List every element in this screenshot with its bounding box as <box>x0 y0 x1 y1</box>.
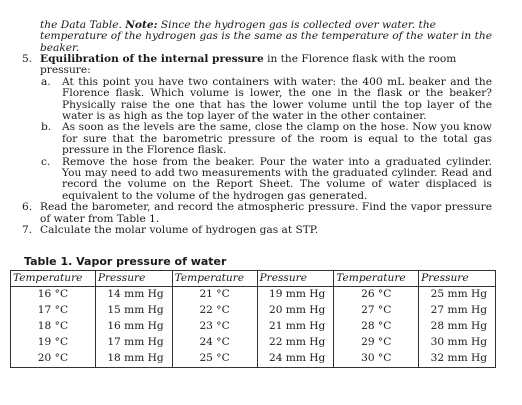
table-caption: Table 1. Vapor pressure of water <box>24 255 227 268</box>
step-5-title-rest: in the Florence flask with the room pressure: <box>40 53 457 77</box>
note-label: Note: <box>125 19 158 31</box>
step-5c-text: Remove the hose from the beaker. Pour the water into a graduated cylinder. You may need to add two measurements with the graduated cylinder. Read and record the volume on the Report Sheet. The volume of water displaced is equivalent to the volume of the hydrogen gas generated. <box>62 155 492 202</box>
temperature-cell: 29 °C <box>334 335 419 351</box>
header-pressure: Pressure <box>95 271 172 287</box>
pressure-cell: 27 mm Hg <box>419 303 496 319</box>
procedure-list <box>0 54 522 237</box>
temperature-cell: 23 °C <box>172 319 257 335</box>
pressure-cell: 14 mm Hg <box>95 287 172 304</box>
step-number: 7. <box>22 224 33 237</box>
intro-note <box>40 20 500 54</box>
step-5a <box>0 77 492 123</box>
step-7 <box>0 225 492 236</box>
pressure-cell: 20 mm Hg <box>257 303 334 319</box>
temperature-cell: 28 °C <box>334 319 419 335</box>
table-row <box>11 287 496 304</box>
table-row <box>11 303 496 319</box>
header-temperature: Temperature <box>172 271 257 287</box>
pressure-cell: 19 mm Hg <box>257 287 334 304</box>
temperature-cell: 19 °C <box>11 335 96 351</box>
pressure-cell: 25 mm Hg <box>419 287 496 304</box>
temperature-cell: 24 °C <box>172 335 257 351</box>
step-number: 6. <box>22 201 33 214</box>
pressure-cell: 30 mm Hg <box>419 335 496 351</box>
step-number: 5. <box>22 53 33 65</box>
temperature-cell: 22 °C <box>172 303 257 319</box>
temperature-cell: 27 °C <box>334 303 419 319</box>
temperature-cell: 30 °C <box>334 351 419 368</box>
step-5b-text: As soon as the levels are the same, close the clamp on the hose. Now you know for sure that the barometric pressure of the room is equal to the total gas pressure in the Florence flask. <box>62 121 492 157</box>
step-7-text: Calculate the molar volume of hydrogen gas at STP. <box>40 224 319 237</box>
intro-text-a: the Data Table. <box>40 19 126 31</box>
temperature-cell: 20 °C <box>11 351 96 368</box>
temperature-cell: 18 °C <box>11 319 96 335</box>
sub-letter: c. <box>41 155 51 168</box>
vapor-pressure-table <box>10 270 496 368</box>
step-5b <box>0 122 492 156</box>
temperature-cell: 26 °C <box>334 287 419 304</box>
pressure-cell: 22 mm Hg <box>257 335 334 351</box>
pressure-cell: 32 mm Hg <box>419 351 496 368</box>
pressure-cell: 18 mm Hg <box>95 351 172 368</box>
pressure-cell: 24 mm Hg <box>257 351 334 368</box>
sub-letter: b. <box>41 121 52 134</box>
header-pressure: Pressure <box>257 271 334 287</box>
step-5c <box>0 157 492 203</box>
intro-text-b: Since the hydrogen gas is collected over water. the temperature of the hydrogen gas is the same as the temperature of the water in the beaker. <box>40 19 492 54</box>
table-row <box>11 335 496 351</box>
temperature-cell: 21 °C <box>172 287 257 304</box>
temperature-cell: 25 °C <box>172 351 257 368</box>
step-5-title: Equilibration of the internal pressure <box>40 53 264 65</box>
table-row <box>11 319 496 335</box>
pressure-cell: 16 mm Hg <box>95 319 172 335</box>
temperature-cell: 17 °C <box>11 303 96 319</box>
pressure-cell: 21 mm Hg <box>257 319 334 335</box>
header-temperature: Temperature <box>334 271 419 287</box>
header-temperature: Temperature <box>11 271 96 287</box>
temperature-cell: 16 °C <box>11 287 96 304</box>
table-row <box>11 351 496 368</box>
step-5a-text: At this point you have two containers with water: the 400 mL beaker and the Florence flask. Which volume is lower, the one in the flask or the beaker? Physically raise the one that has the lower volume until the top layer of the water is as high as the top layer of the water in the other container. <box>62 75 492 123</box>
pressure-cell: 28 mm Hg <box>419 319 496 335</box>
header-pressure: Pressure <box>419 271 496 287</box>
table-header-row <box>11 271 496 287</box>
pressure-cell: 15 mm Hg <box>95 303 172 319</box>
sub-letter: a. <box>41 75 51 88</box>
step-6 <box>0 202 492 225</box>
pressure-cell: 17 mm Hg <box>95 335 172 351</box>
step-6-text: Read the barometer, and record the atmospheric pressure. Find the vapor pressure of water from Table 1. <box>40 201 492 225</box>
step-5 <box>0 54 492 77</box>
